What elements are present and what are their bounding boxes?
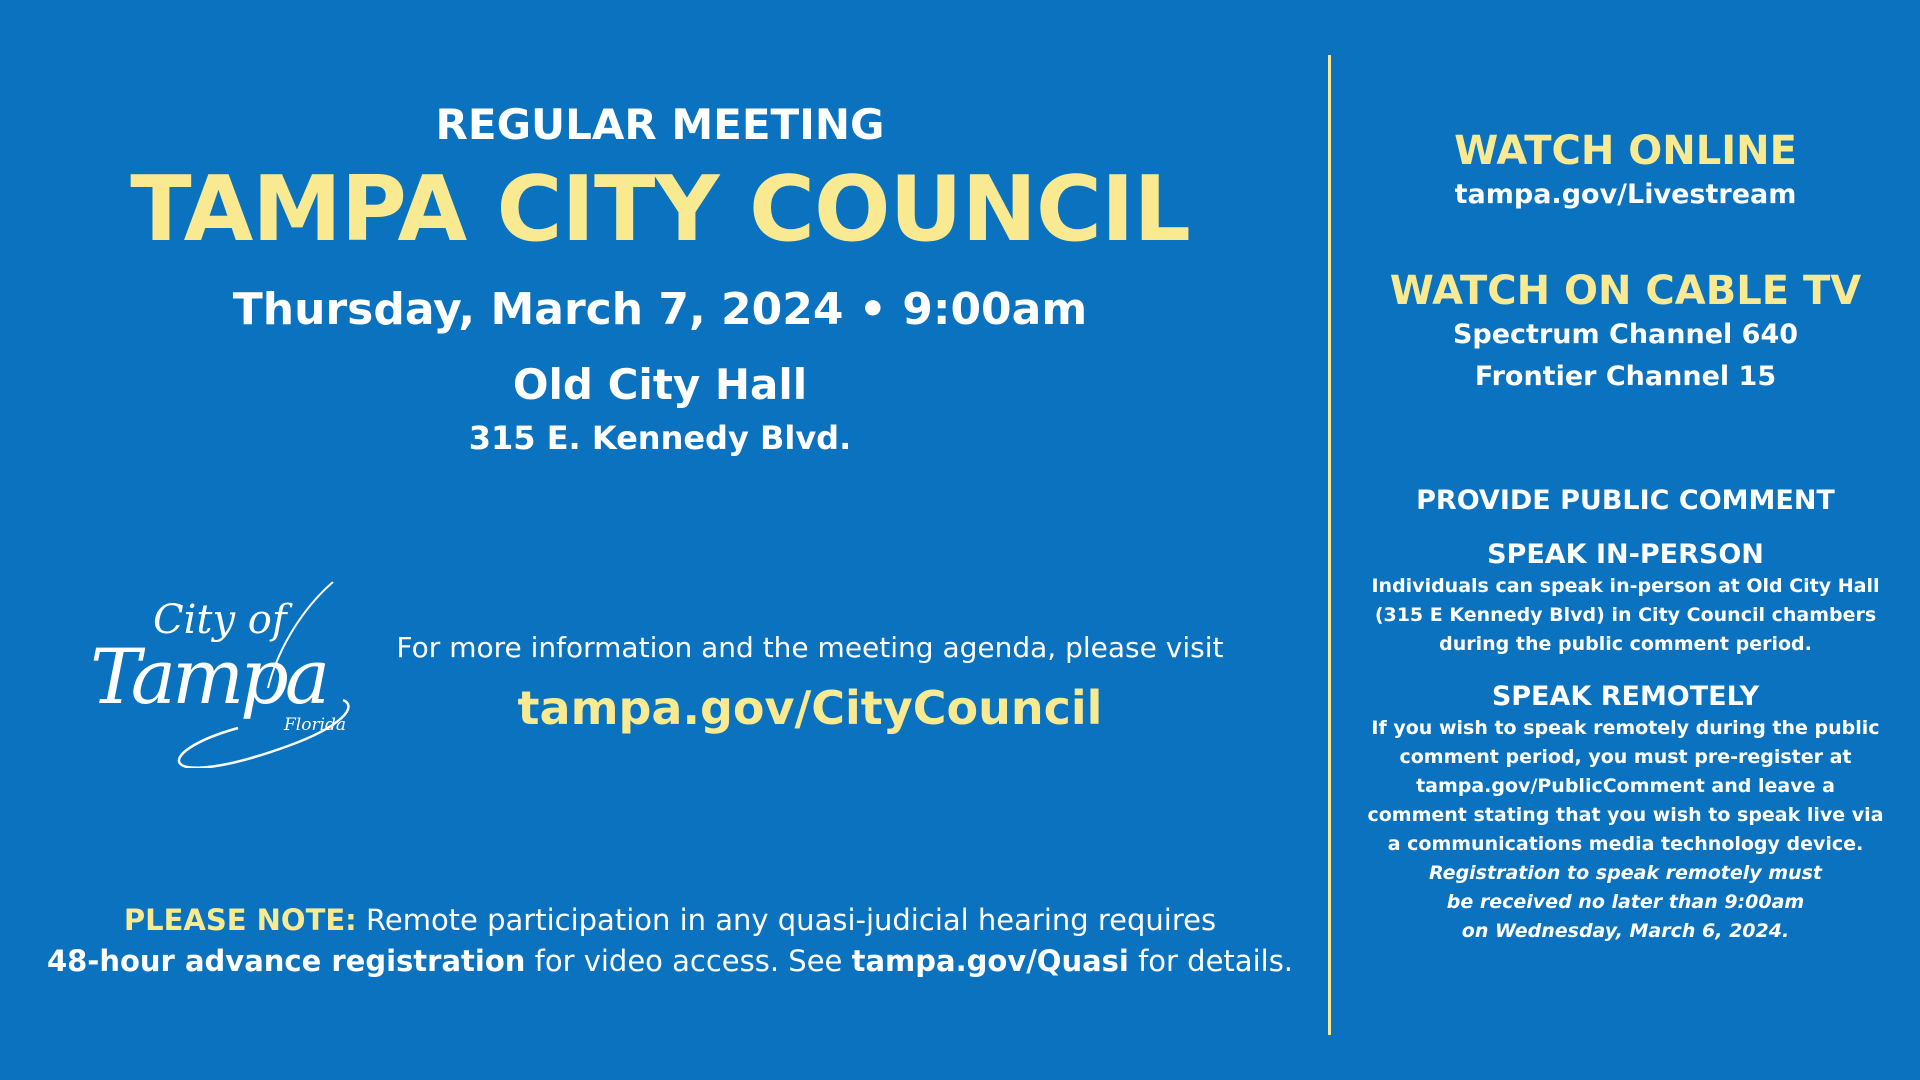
remote-line-4: comment stating that you wish to speak live via [1367,804,1884,826]
note-label: PLEASE NOTE: [123,903,357,937]
remote-line-2: comment period, you must pre-register at [1399,746,1852,768]
city-of-tampa-logo [88,578,378,768]
speak-in-person-section [1331,538,1920,659]
watch-online-section [1331,128,1920,216]
in-person-line-1: Individuals can speak in-person at Old City Hall [1371,575,1880,597]
remote-line-1: If you wish to speak remotely during the public [1371,717,1880,739]
in-person-line-3: during the public comment period. [1439,633,1812,655]
logo-florida: Florida [284,715,347,735]
info-text: For more information and the meeting agenda, please visit [396,631,1224,664]
frontier-channel: Frontier Channel 15 [1474,361,1777,392]
speak-remotely-heading: SPEAK REMOTELY [1491,681,1760,712]
note-bold-registration: 48-hour advance registration [46,944,526,978]
in-person-line-2: (315 E Kennedy Blvd) in City Council chambers [1374,604,1877,626]
meeting-venue: Old City Hall [512,360,808,409]
remote-deadline-3: on Wednesday, March 6, 2024. [1461,920,1790,942]
city-council-link[interactable]: tampa.gov/CityCouncil [517,681,1103,735]
please-note [40,900,1300,982]
quasi-link[interactable]: tampa.gov/Quasi [851,944,1129,978]
remote-line-5: a communications media technology device. [1387,833,1864,855]
logo-city-of: City of [153,597,287,643]
participation-panel [1331,0,1920,1080]
watch-online-heading: WATCH ONLINE [1454,128,1797,174]
note-text-1: Remote participation in any quasi-judicial hearing requires [356,903,1217,937]
livestream-link[interactable]: tampa.gov/Livestream [1454,179,1797,210]
public-comment-heading: PROVIDE PUBLIC COMMENT [1416,485,1835,516]
page-title: TAMPA CITY COUNCIL [130,157,1190,262]
remote-deadline-2: be received no later than 9:00am [1446,891,1805,913]
remote-deadline-1: Registration to speak remotely must [1429,862,1822,884]
public-comment-link[interactable]: tampa.gov/PublicComment and leave a [1416,775,1835,797]
spectrum-channel: Spectrum Channel 640 [1452,319,1799,350]
watch-cable-section [1331,268,1920,398]
watch-cable-heading: WATCH ON CABLE TV [1389,268,1862,314]
meeting-address: 315 E. Kennedy Blvd. [468,419,852,457]
meeting-datetime: Thursday, March 7, 2024 • 9:00am [232,284,1088,335]
meeting-kicker: REGULAR MEETING [435,100,885,149]
public-comment-section [1331,484,1920,518]
logo-tampa: Tampa [90,632,327,721]
speak-remotely-section [1331,680,1920,946]
note-text-3: for details. [1128,944,1294,978]
speak-in-person-heading: SPEAK IN-PERSON [1487,539,1764,570]
note-text-2: for video access. See [525,944,852,978]
